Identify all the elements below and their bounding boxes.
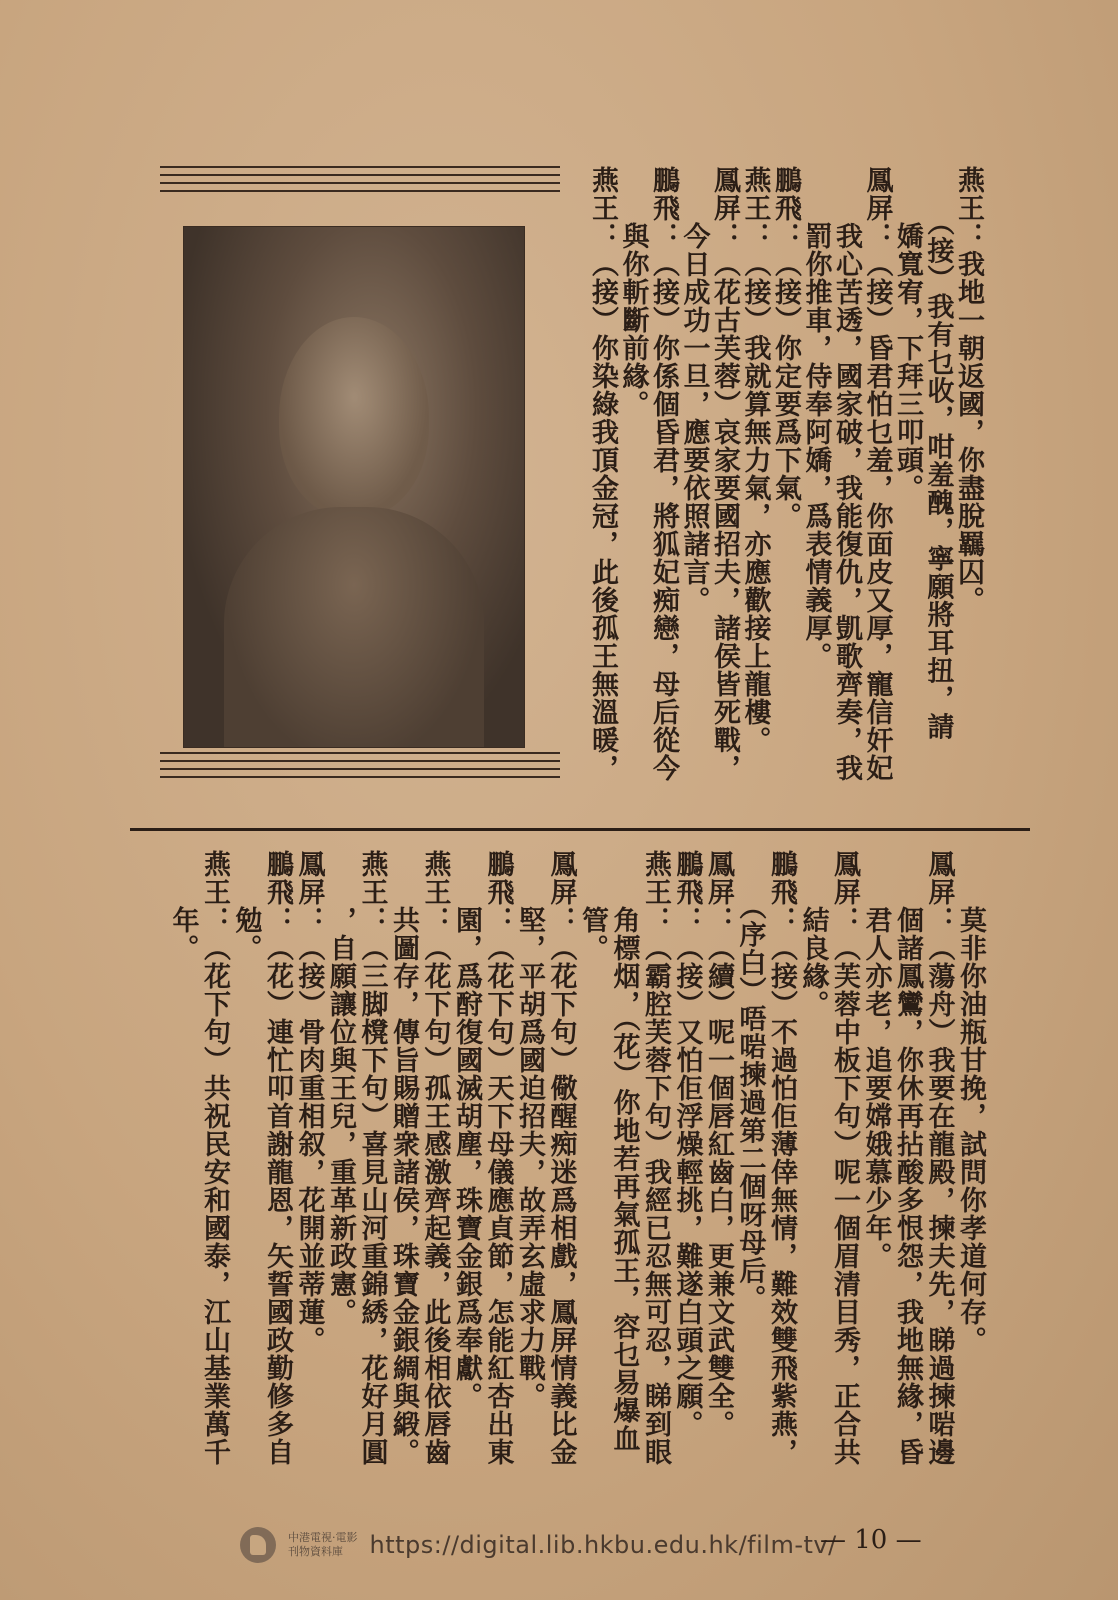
script-column: 我心苦透，國家破，我能復仇，凱歌齊奏，我 (831, 166, 862, 782)
script-column: 園，爲酧復國滅胡塵，珠寶金銀爲奉獻。 (451, 850, 482, 1410)
script-column: 鵬飛：（花下句）天下母儀應貞節，怎能紅杏出東 (482, 850, 514, 1466)
script-column: 鵬飛：（接）你係個昏君，將狐妃痴戀，母后從今 (648, 166, 679, 782)
script-column: 共圖存，傳旨賜贈衆諸侯，珠寶金銀綢與緞。 (388, 850, 419, 1466)
script-column: 燕王：（三脚櫈下句）喜見山河重錦綉，花好月圓 (356, 850, 388, 1466)
section-divider (130, 828, 1030, 831)
script-column: 燕王：（接）我就算無力氣，亦應歡接上龍樓。 (739, 166, 771, 754)
script-column: 結良緣。 (797, 850, 829, 1018)
script-column: 鵬飛：（接）你定要爲下氣。 (770, 166, 801, 530)
logo-line-1: 中港電視‧電影 (288, 1531, 358, 1544)
script-column: 鳳屏：（接）骨肉重相叙，花開並蒂蓮。 (293, 850, 325, 1354)
portrait-face (279, 317, 429, 517)
script-column: 燕王：我地一朝返國，你盡脫羈囚。 (953, 166, 984, 614)
portrait-body (224, 507, 484, 748)
script-column: （序白）唔啱揀過第二個呀母后。 (734, 850, 766, 1313)
script-column: 燕王：（花下句）共祝民安和國泰，江山基業萬千 (199, 850, 230, 1466)
script-column: 年。 (167, 850, 199, 962)
script-column: 鳳屏：（續）呢一個唇紅齒白，更兼文武雙全。 (703, 850, 734, 1438)
library-logo-icon (240, 1527, 276, 1563)
script-column: 莫非你油瓶甘挽，試問你孝道何存。 (955, 850, 986, 1354)
script-column: 鳳屏：（花下句）儆醒痴迷爲相戲，鳳屏情義比金 (545, 850, 577, 1466)
script-column: 鵬飛：（接）不過怕佢薄倖無情，難效雙飛紫燕， (766, 850, 797, 1466)
script-column: 堅，平胡爲國迫招夫，故弄玄虛求力戰。 (514, 850, 545, 1410)
script-column: 勉。 (230, 850, 262, 962)
script-column: （接）我有乜收，咁羞醜，寧願將耳扭，請 (922, 166, 954, 741)
script-column: 今日成功一旦，應要依照諸言。 (678, 166, 710, 614)
script-column: 罰你推車，侍奉阿嬌，爲表情義厚。 (800, 166, 832, 670)
top-decorative-lines (160, 166, 560, 198)
logo-text (288, 1531, 358, 1559)
footer-watermark (240, 1520, 880, 1570)
script-column: 鳳屏：（蕩舟）我要在龍殿，揀夫先，睇過揀啱邊 (923, 850, 955, 1466)
script-column: 鵬飛：（接）又怕佢浮燥輕挑，難遂白頭之願。 (671, 850, 703, 1438)
script-column: 角標烟，（花）你地若再氣孤王，容乜易爆血 (608, 850, 640, 1453)
page-number: — 10 — (820, 1525, 922, 1555)
script-column: 管。 (577, 850, 608, 962)
script-column: 嬌寬宥，下拜三叩頭。 (892, 166, 923, 502)
script-column: 燕王：（接）你染綠我頂金冠，此後孤王無溫暖， (587, 166, 618, 782)
script-column: 個諸鳳鸞，你休再拈酸多恨怨，我地無緣，昏 (892, 850, 923, 1466)
portrait-photo (183, 226, 525, 748)
script-column: 燕王：（霸腔芙蓉下句）我經已忍無可忍，睇到眼 (640, 850, 671, 1466)
bottom-decorative-lines (160, 752, 560, 784)
script-column: 鵬飛：（花）連忙叩首謝龍恩，矢誓國政勤修多自 (262, 850, 293, 1466)
script-column: 君人亦老，追要嫦娥慕少年。 (860, 850, 892, 1270)
script-column: 鳳屏：（花古芙蓉）哀家要國招夫，諸侯皆死戰， (709, 166, 740, 782)
source-url[interactable]: https://digital.lib.hkbu.edu.hk/film-tv/ (369, 1531, 837, 1559)
script-column: 燕王：（花下句）孤王感激齊起義，此後相依唇齒 (419, 850, 451, 1466)
script-column: 鳳屏：（接）昏君怕乜羞，你面皮又厚，寵信奸妃 (861, 166, 893, 782)
script-column: 鳳屏：（芙蓉中板下句）呢一個眉清目秀，正合共 (829, 850, 860, 1466)
script-column: ，自願讓位與王兒，重革新政憲。 (325, 850, 356, 1326)
logo-line-2: 刊物資料庫 (288, 1545, 343, 1558)
script-column: 與你斬斷前緣。 (617, 166, 649, 418)
